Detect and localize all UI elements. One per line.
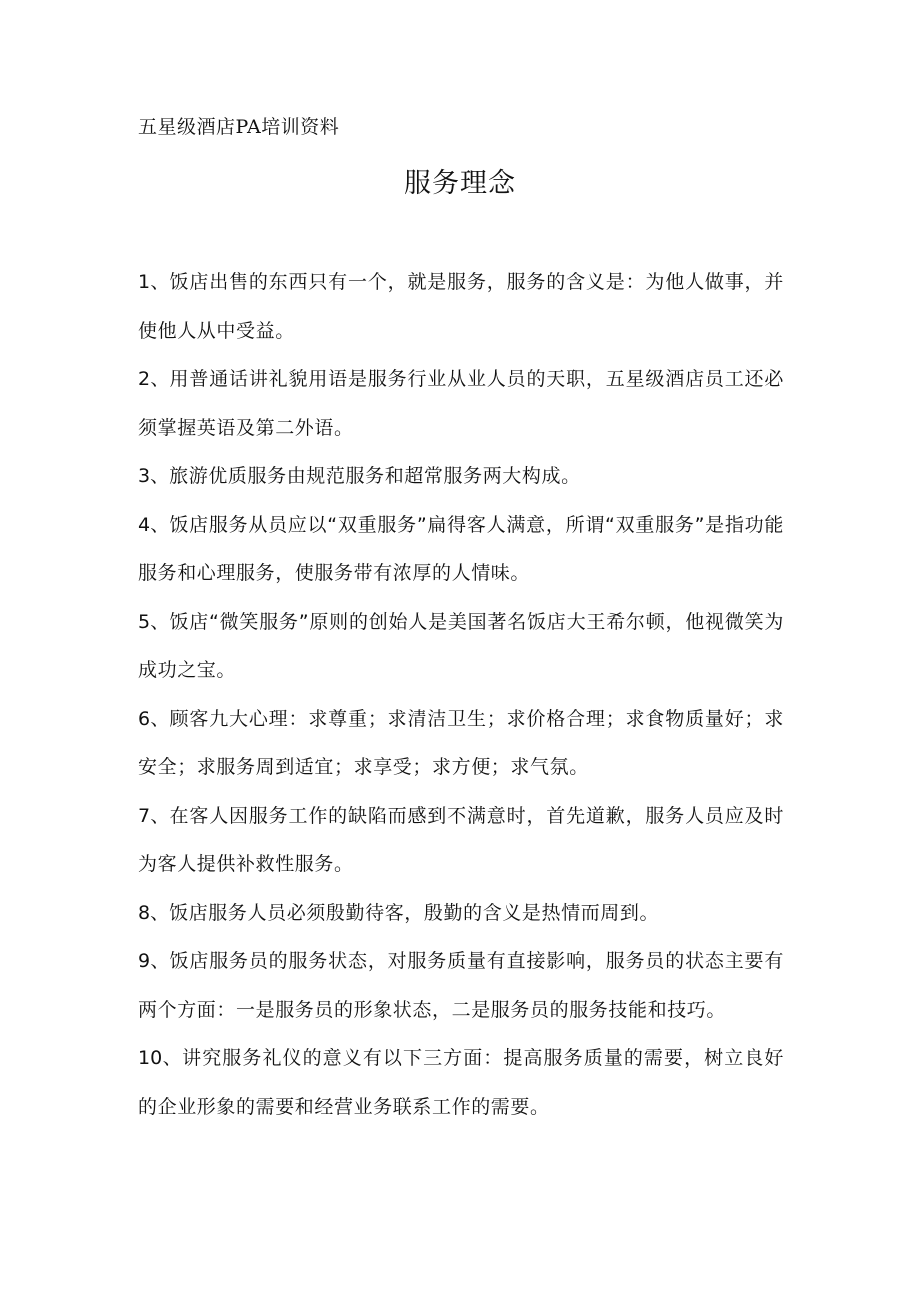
item-number: 4、 — [138, 513, 170, 536]
list-item — [138, 792, 784, 889]
item-number: 3、 — [138, 465, 170, 487]
list-item — [138, 695, 784, 792]
service-concept-list — [138, 258, 784, 1131]
item-number: 5、 — [138, 610, 170, 633]
item-number: 7、 — [138, 804, 170, 827]
list-item — [138, 1034, 784, 1131]
document-header: 五星级酒店PA培训资料 — [138, 116, 340, 138]
item-number: 9、 — [138, 950, 170, 972]
item-text: 饭店服务员的服务状态，对服务质量有直接影响，服务员的状态主要有两个方面：一是服务员的形象状态，二是服务员的服务技能和技巧。 — [138, 950, 784, 1021]
item-number: 6、 — [138, 707, 170, 730]
item-number: 10、 — [138, 1047, 183, 1069]
list-item — [138, 598, 784, 695]
item-text: 旅游优质服务由规范服务和超常服务两大构成。 — [169, 465, 581, 487]
item-text: 在客人因服务工作的缺陷而感到不满意时，首先道歉，服务人员应及时为客人提供补救性服务。 — [138, 804, 784, 875]
item-number: 1、 — [138, 271, 170, 293]
item-text: 饭店服务人员必须殷勤待客，殷勤的含义是热情而周到。 — [169, 901, 660, 924]
item-text: 讲究服务礼仪的意义有以下三方面：提高服务质量的需要，树立良好的企业形象的需要和经营业务联系工作的需要。 — [138, 1047, 784, 1118]
item-number: 8、 — [138, 901, 170, 924]
list-item — [138, 258, 784, 355]
item-text: 顾客九大心理：求尊重；求清洁卫生；求价格合理；求食物质量好；求安全；求服务周到适宜；求享受；求方便；求气氛。 — [138, 707, 784, 778]
list-item — [138, 452, 784, 501]
list-item — [138, 889, 784, 938]
item-text: 饭店服务从员应以“双重服务”扁得客人满意，所谓“双重服务”是指功能服务和心理服务，使服务带有浓厚的人情味。 — [138, 513, 784, 584]
document-title: 服务理念 — [404, 168, 516, 199]
list-item — [138, 355, 784, 452]
item-text: 用普通话讲礼貌用语是服务行业从业人员的天职，五星级酒店员工还必须掌握英语及第二外语。 — [138, 368, 784, 439]
list-item — [138, 501, 784, 598]
item-text: 饭店出售的东西只有一个，就是服务，服务的含义是：为他人做事，并使他人从中受益。 — [138, 271, 784, 342]
list-item — [138, 937, 784, 1034]
item-text: 饭店“微笑服务”原则的创始人是美国著名饭店大王希尔顿，他视微笑为成功之宝。 — [138, 610, 784, 681]
item-number: 2、 — [138, 368, 170, 390]
